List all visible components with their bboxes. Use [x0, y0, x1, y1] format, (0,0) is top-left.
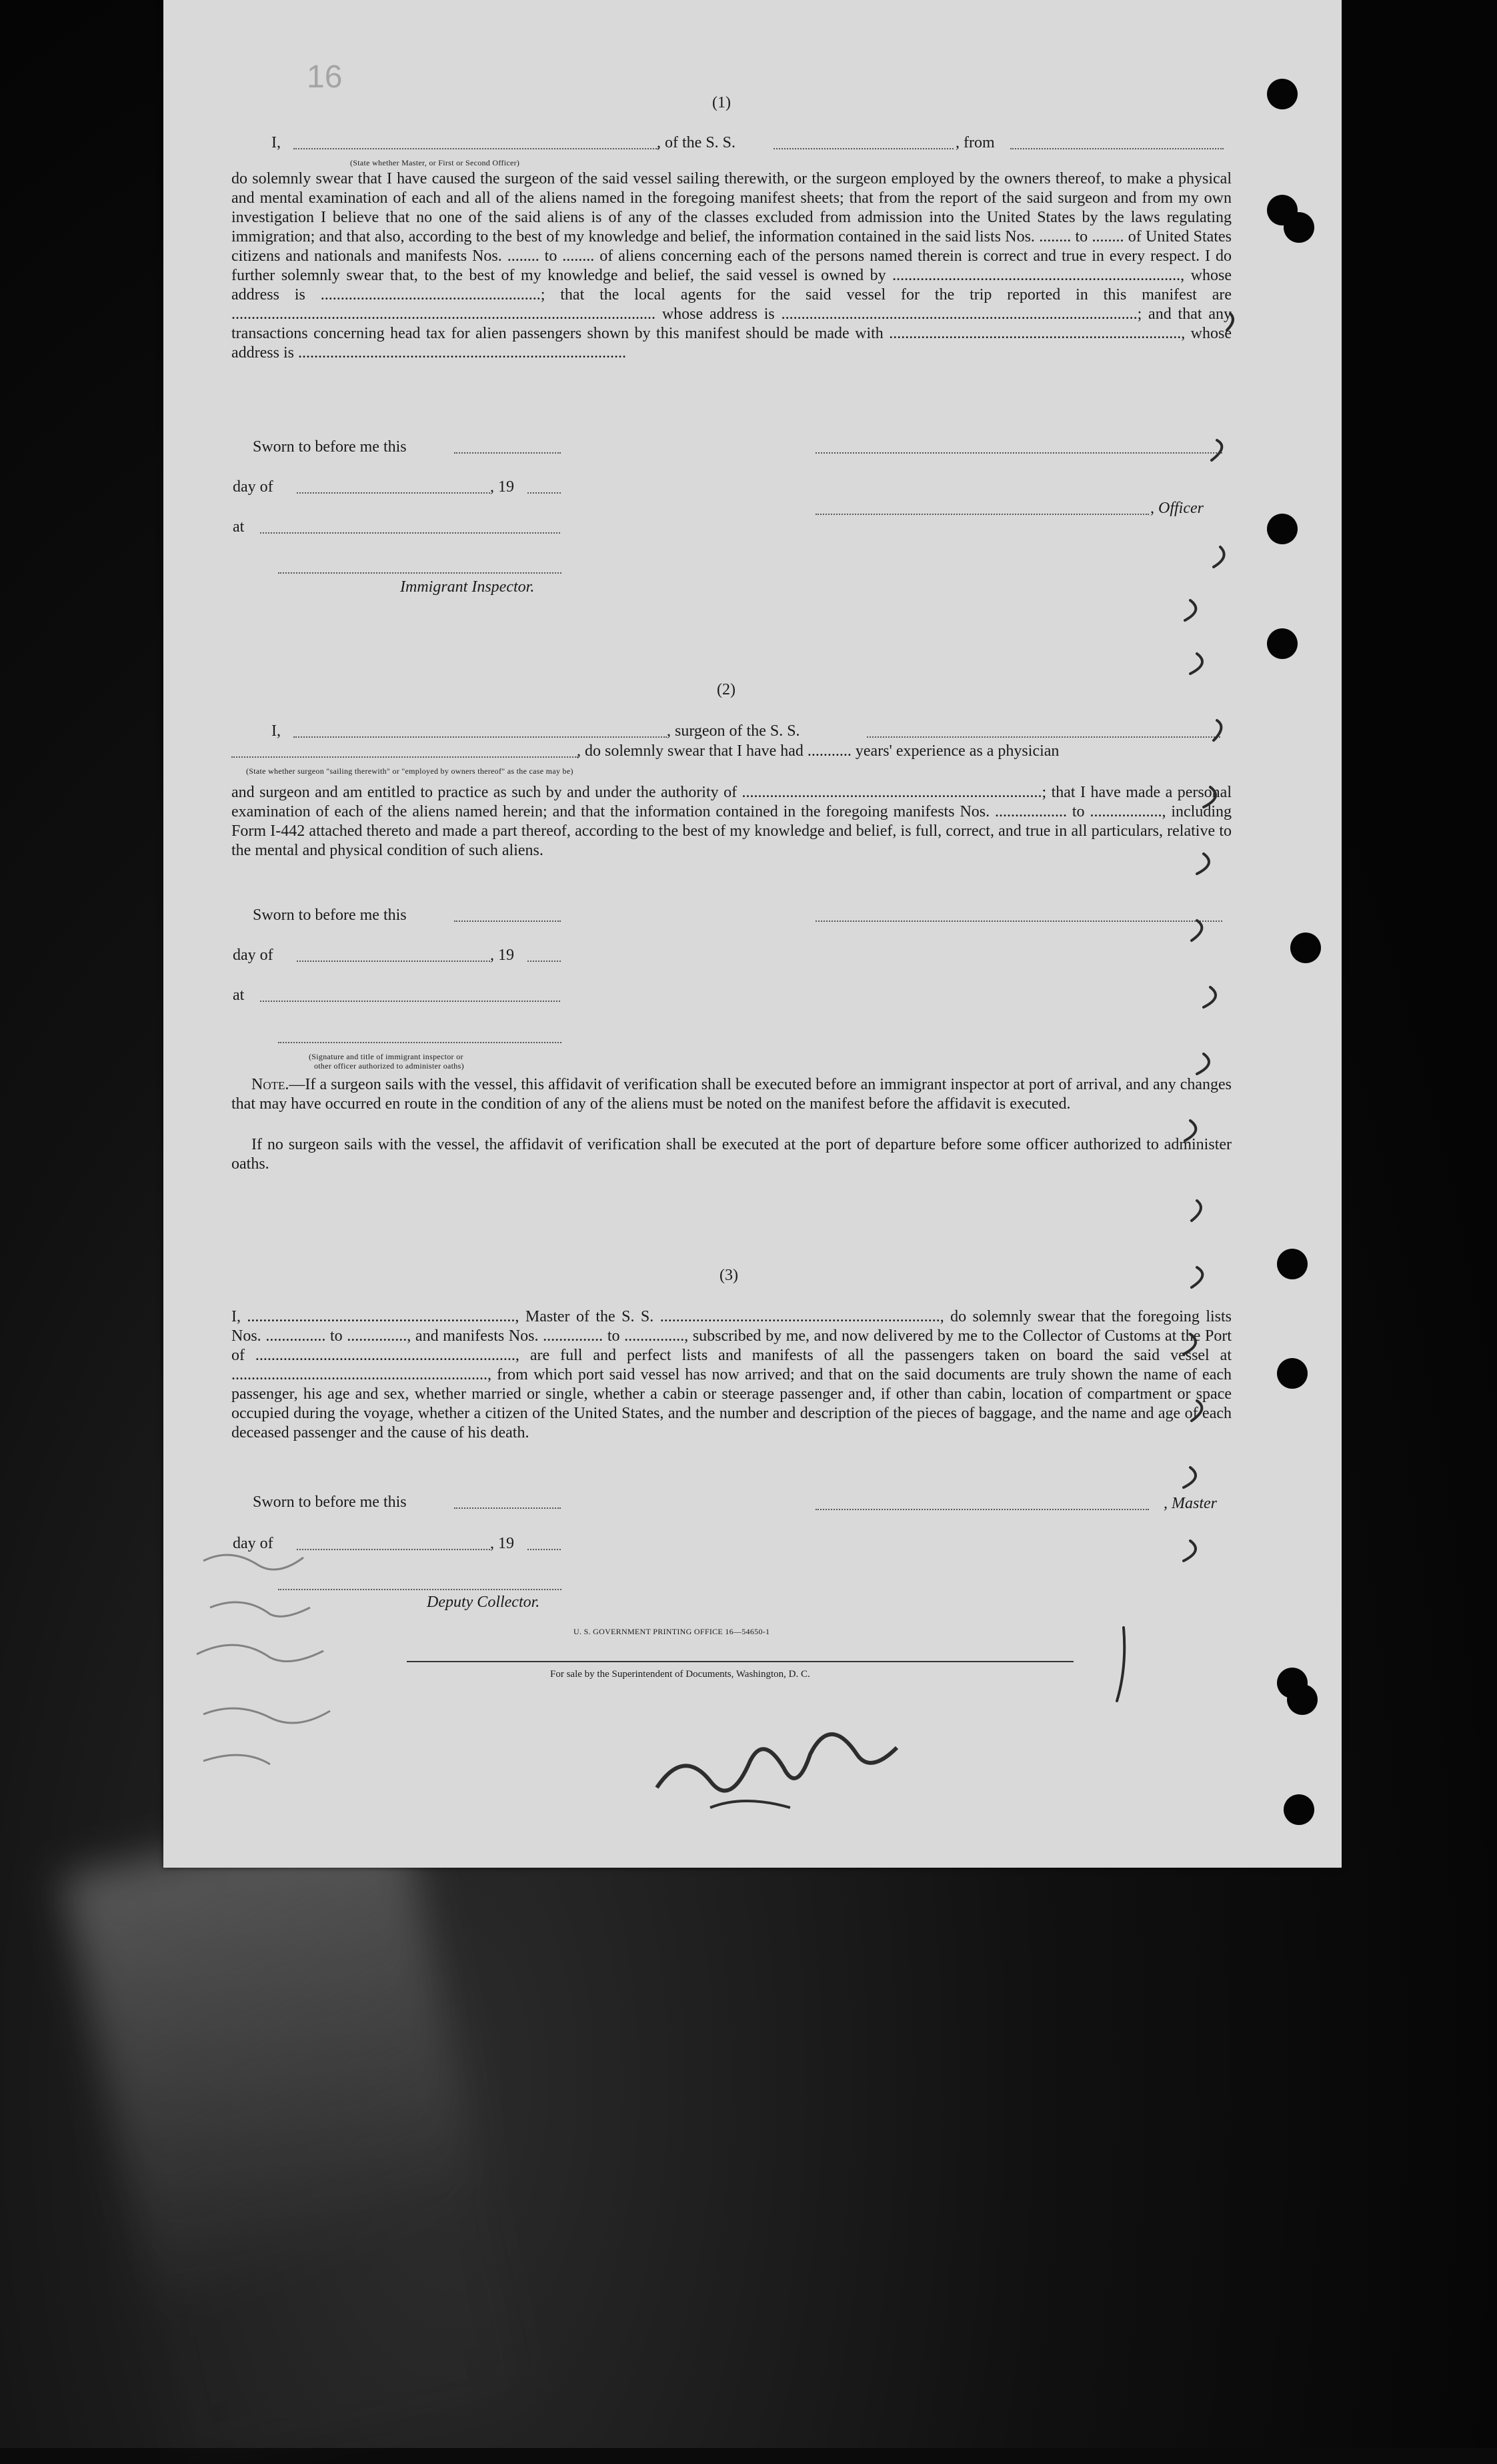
blank-vessel-1: [774, 148, 954, 149]
blank-sworn-1: [454, 452, 561, 454]
binder-hole: [1267, 79, 1298, 109]
binder-hole: [1277, 1358, 1308, 1389]
blank-year-1: [527, 492, 561, 494]
section1-day-of: day of: [233, 478, 273, 496]
section3-day-of: day of: [233, 1535, 273, 1552]
section2-at: at: [233, 987, 245, 1004]
blank-sworn-3: [454, 1507, 561, 1509]
section1-19: , 19: [490, 478, 514, 496]
blank-name-1: [293, 148, 659, 149]
binder-hole: [1287, 1684, 1318, 1715]
section2-line2: , do solemnly swear that I have had ........... years' experience as a physician: [577, 742, 1060, 760]
binder-hole: [1267, 628, 1298, 659]
section3-body: I, ..................................................................., Master of the S. S. ......................................................................, do solemnly swear that the foregoing lists Nos. ............... to ..............., and manifests Nos. ............... to ..............., subscribed by me, and now delivered by me to the Collector of Customs at the Port of ................................................................., are full and perfect lists and manifests of all the passengers taken on board the said vessel at ................................................................, from which port said vessel has now arrived; and that on the said documents are truly shown the name of each passenger, his age and sex, whether married or single, whether a cabin or steerage passenger and, if other than cabin, location of compartment or space occupied during the voyage, whether a citizen of the United States, and the number and description of the pieces of baggage, and the name and age of each deceased passenger and the cause of his death.: [231, 1308, 1232, 1441]
blank-sworn-2: [454, 920, 561, 922]
handwritten-ticks: [1097, 253, 1310, 1721]
footer-sale: For sale by the Superintendent of Documents, Washington, D. C.: [550, 1669, 810, 1680]
page-stamp: 16: [307, 59, 343, 95]
blank-surgeon-name: [293, 736, 667, 738]
section1-of-ss: , of the S. S.: [657, 134, 736, 151]
section2-sig-caption-1: (Signature and title of immigrant inspector or: [309, 1052, 463, 1061]
section1-body: do solemnly swear that I have caused the surgeon of the said vessel sailing therewith, or the surgeon employed by the owners thereof, to make a physical and mental examination of each and all of the aliens named in the foregoing manifest sheets; that from the report of the said surgeon and from my own investigation I believe that no one of the said aliens is of any of the classes excluded from admission into the United States by the laws regulating immigration; and that also, according to the best of my knowledge and belief, the information contained in the said lists Nos. ........ to ........ of United States citizens and nationals and manifests Nos. ........ to ........ of aliens concerning each of the persons named therein is correct and true in every respect. I do further solemnly swear that, to the best of my knowledge and belief, the said vessel is owned by ........................................................................, whose address is .......................................................; that the local agents for the said vessel for the trip reported in this manifest are .......................................................................................................... whose address is .........................................................................................; and that any transactions concerning head tax for alien passengers shown by this manifest should be made with ........................................................................., whose address is ..................................................................................: [231, 170, 1232, 362]
footer-gpo: U. S. GOVERNMENT PRINTING OFFICE 16—54650-1: [573, 1627, 770, 1636]
blank-day-1: [297, 492, 490, 494]
note-label: Note.: [251, 1076, 289, 1093]
binder-hole: [1284, 212, 1314, 243]
section2-body: and surgeon and am entitled to practice as such by and under the authority of ...........................................................................; that I have made a personal examination of each of the aliens named herein; and that the information contained in the foregoing manifests Nos. .................. to .................., including Form I-442 attached thereto and made a part thereof, according to the best of my knowledge and belief, is full, correct, and true in all particulars, relative to the mental and physical condition of such aliens.: [231, 784, 1232, 859]
binder-hole: [1277, 1249, 1308, 1279]
blank-surgeon-type: [231, 756, 578, 758]
section2-sig-caption-2: other officer authorized to administer oaths): [314, 1061, 464, 1071]
section2-note: [231, 1075, 1232, 1114]
note-text: —If a surgeon sails with the vessel, this affidavit of verification shall be executed before an immigrant inspector at port of arrival, and any changes that may have occurred en route in the condition of any of the aliens must be noted on the manifest before the affidavit is executed.: [231, 1076, 1232, 1113]
blank-year-3: [527, 1549, 561, 1550]
section2-number: (2): [717, 681, 735, 698]
section1-at: at: [233, 518, 245, 536]
section1-caption: (State whether Master, or First or Second Officer): [350, 158, 520, 167]
section1-inspector: Immigrant Inspector.: [400, 578, 535, 596]
section1-i: I,: [271, 134, 281, 151]
section3-19: , 19: [490, 1535, 514, 1552]
faded-handwriting: [183, 1534, 357, 1814]
section1-number: (1): [712, 94, 731, 111]
section1-sworn: Sworn to before me this: [253, 438, 407, 456]
blank-at-2: [260, 1001, 560, 1002]
blank-at-1: [260, 532, 560, 534]
blank-officer-signature: [278, 1042, 561, 1043]
blank-day-2: [297, 961, 490, 962]
binder-hole: [1267, 514, 1298, 544]
section2-surgeon: , surgeon of the S. S.: [667, 722, 800, 740]
section2-19: , 19: [490, 947, 514, 964]
blank-from-1: [1010, 148, 1224, 149]
manifest-page: [163, 0, 1342, 1868]
section2-caption: (State whether surgeon "sailing therewith" or "employed by owners thereof" as the case may be): [246, 766, 573, 776]
footer-rule: [407, 1661, 1074, 1662]
section2-i: I,: [271, 722, 281, 740]
handwritten-signature: [643, 1708, 930, 1848]
blank-year-2: [527, 961, 561, 962]
section2-note2: If no surgeon sails with the vessel, the affidavit of verification shall be executed at the port of departure before some officer authorized to administer oaths.: [231, 1136, 1232, 1173]
section2-sworn: Sworn to before me this: [253, 906, 407, 924]
section3-number: (3): [719, 1267, 738, 1284]
section1-from: , from: [956, 134, 995, 151]
section3-master: , Master: [1164, 1495, 1217, 1512]
section2-day-of: day of: [233, 947, 273, 964]
binder-hole: [1290, 933, 1321, 963]
section1-officer: , Officer: [1150, 500, 1204, 517]
section3-collector: Deputy Collector.: [427, 1594, 540, 1611]
section3-sworn: Sworn to before me this: [253, 1493, 407, 1511]
blank-inspector-signature: [278, 572, 561, 574]
binder-hole: [1284, 1794, 1314, 1825]
